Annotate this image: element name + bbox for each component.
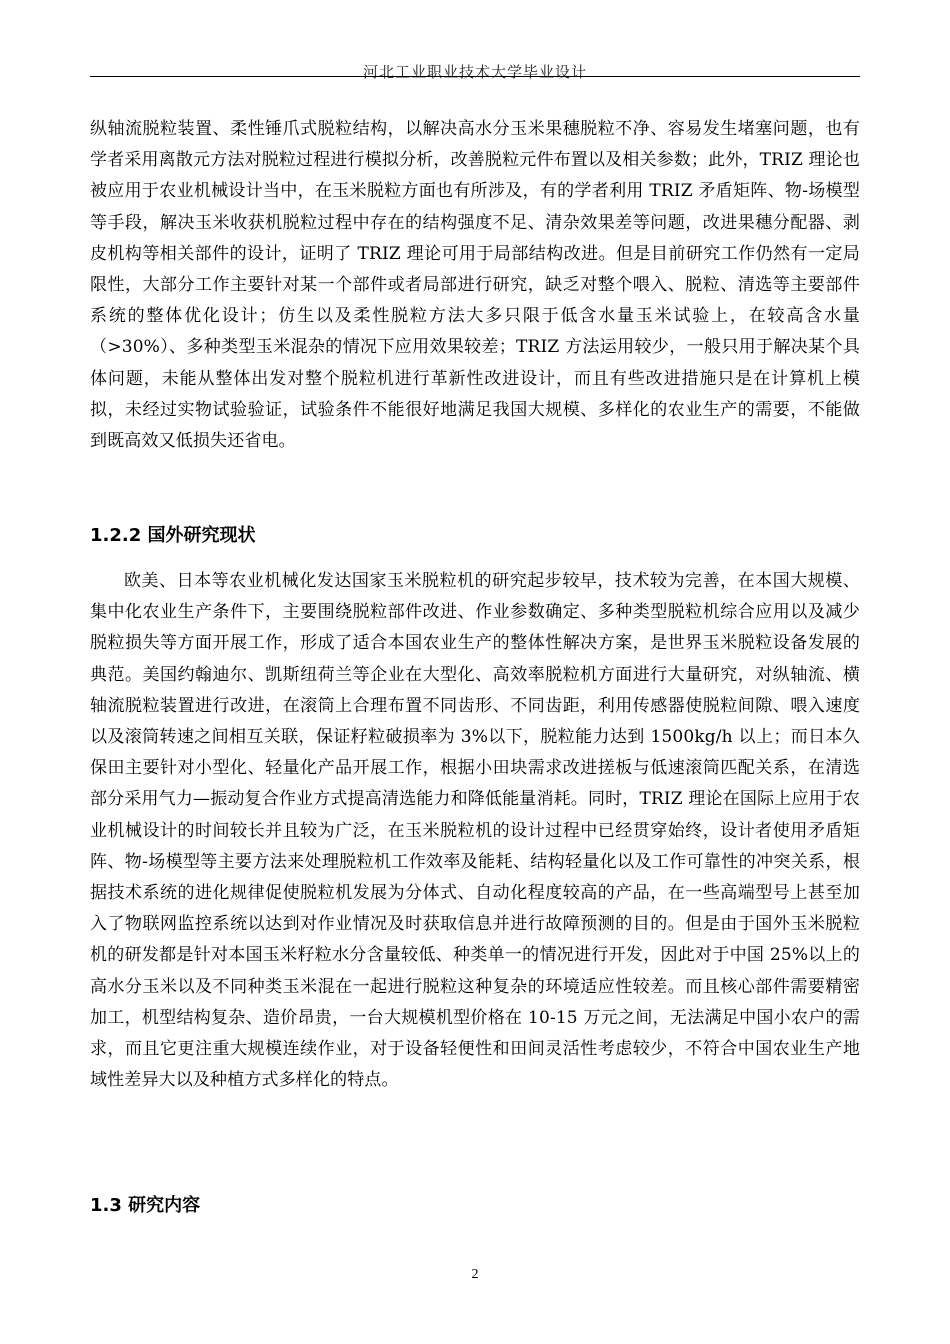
section-heading-1-3: 1.3 研究内容 [90,1195,201,1216]
body-paragraph-2: 欧美、日本等农业机械化发达国家玉米脱粒机的研究起步较早，技术较为完善，在本国大规模、集中化农业生产条件下，主要围绕脱粒部件改进、作业参数确定、多种类型脱粒机综合应用以及减少脱粒损失等方面开展工作，形成了适合本国农业生产的整体性解决方案，是世界玉米脱粒设备发展的典范。美国约翰迪尔、凯斯纽荷兰等企业在大型化、高效率脱粒机方面进行大量研究，对纵轴流、横轴流脱粒装置进行改进，在滚筒上合理布置不同齿形、不同齿距，利用传感器使脱粒间隙、喂入速度以及滚筒转速之间相互关联，保证籽粒破损率为 3%以下，脱粒能力达到 1500kg/h 以上；而日本久保田主要针对小型化、轻量化产品开展工作，根据小田块需求改进搓板与低速滚筒匹配关系，在清选部分采用气力—振动复合作业方式提高清选能力和降低能量消耗。同时，TRIZ 理论在国际上应用于农业机械设计的时间较长并且较为广泛，在玉米脱粒机的设计过程中已经贯穿始终，设计者使用矛盾矩阵、物-场模型等主要方法来处理脱粒机工作效率及能耗、结构轻量化以及工作可靠性的冲突关系，根据技术系统的进化规律促使脱粒机发展为分体式、自动化程度较高的产品，在一些高端型号上甚至加入了物联网监控系统以达到对作业情况及时获取信息并进行故障预测的目的。但是由于国外玉米脱粒机的研发都是针对本国玉米籽粒水分含量较低、种类单一的情况进行开发，因此对于中国 25%以上的高水分玉米以及不同种类玉米混在一起进行脱粒这种复杂的环境适应性较差。而且核心部件需要精密加工，机型结构复杂、造价昂贵，一台大规模机型价格在 10-15 万元之间，无法满足中国小农户的需求，而且它更注重大规模连续作业，对于设备轻便性和田间灵活性考虑较少，不符合中国农业生产地域性差异大以及种植方式多样化的特点。 [90,571,860,1091]
page-number: 2 [471,1267,479,1282]
section-heading-1-2-2: 1.2.2 国外研究现状 [90,525,256,546]
page-header-title: 河北工业职业技术大学毕业设计 [362,63,587,81]
body-paragraph-1: 纵轴流脱粒装置、柔性锤爪式脱粒结构，以解决高水分玉米果穗脱粒不净、容易发生堵塞问题，也有学者采用离散元方法对脱粒过程进行模拟分析，改善脱粒元件布置以及相关参数；此外，TRIZ 理论也被应用于农业机械设计当中，在玉米脱粒方面也有所涉及，有的学者利用 TRIZ 矛盾矩阵、物-场模型等手段，解决玉米收获机脱粒过程中存在的结构强度不足、清杂效果差等问题，改进果穗分配器、剥皮机构等相关部件的设计，证明了 TRIZ 理论可用于局部结构改进。但是目前研究工作仍然有一定局限性，大部分工作主要针对某一个部件或者局部进行研究，缺乏对整个喂入、脱粒、清选等主要部件系统的整体优化设计；仿生以及柔性脱粒方法大多只限于低含水量玉米试验上，在较高含水量（>30%）、多种类型玉米混杂的情况下应用效果较差；TRIZ 方法运用较少，一般只用于解决某个具体问题，未能从整体出发对整个脱粒机进行革新性改进设计，而且有些改进措施只是在计算机上模拟，未经过实物试验验证，试验条件不能很好地满足我国大规模、多样化的农业生产的需要，不能做到既高效又低损失还省电。 [90,119,860,452]
header-divider [90,76,860,77]
